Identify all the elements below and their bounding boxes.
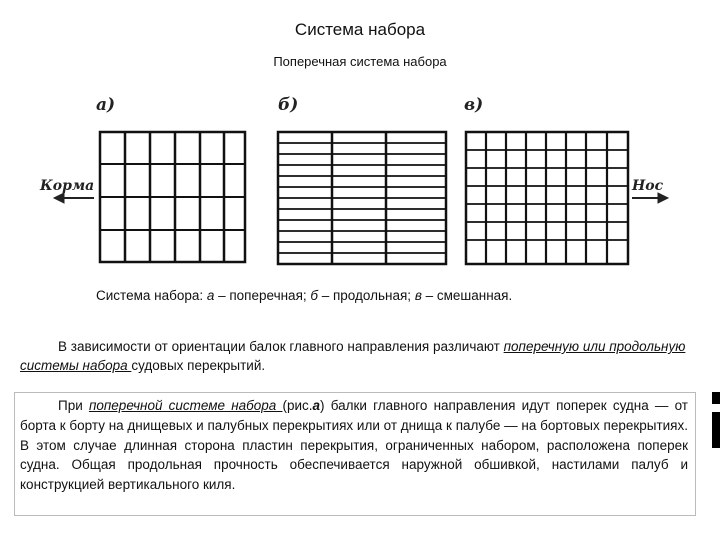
para2-paren-open: (рис.	[282, 398, 313, 413]
para2-text: балки главного направления идут поперек судна — от борта к борту на днищевых и палубных перекрытиях или от днища к палубе — на бортовых перекрытиях. В этом случае длинная сторона пластин перекрытия, ограниченных набором, расположена поперек судна. Общая продольная прочность обеспечивается наружной обшивкой, настилами палуб и конструкцией вертикального киля.	[20, 398, 688, 493]
label-b: б)	[278, 95, 299, 115]
right-arrow-icon	[632, 193, 668, 203]
page-subtitle: Поперечная система набора	[273, 54, 447, 69]
caption-v: в	[414, 288, 422, 303]
right-arrow-label: Нос	[632, 178, 664, 194]
caption-b-text: – продольная;	[317, 288, 415, 303]
para2-paren-close: )	[320, 398, 325, 413]
label-a: а)	[96, 95, 116, 115]
side-bar-top	[712, 392, 720, 404]
para2-fig-ref: а	[312, 398, 321, 413]
label-v: в)	[464, 95, 484, 115]
paragraph-transverse	[20, 396, 688, 495]
page-title: Система набора	[294, 20, 426, 39]
para1-before: В зависимости от ориентации балок главного направления различают	[58, 339, 504, 354]
caption-prefix: Система набора:	[96, 288, 207, 303]
left-arrow-icon	[54, 193, 94, 203]
caption-a: а	[206, 288, 215, 303]
para1-after: судовых перекрытий.	[131, 358, 266, 373]
caption-b: б	[310, 288, 318, 303]
paragraph-intro	[20, 337, 690, 375]
framing-systems-figure	[30, 80, 690, 280]
caption-v-text: – смешанная.	[421, 288, 513, 303]
framing-diagram	[30, 80, 690, 280]
left-arrow-label: Корма	[40, 178, 95, 194]
para2-emphasis: поперечной системе набора	[88, 398, 283, 413]
grid-v-mixed	[466, 132, 628, 264]
para1-emphasis: поперечную или продольную системы набора	[20, 339, 686, 373]
figure-caption	[96, 288, 696, 303]
grid-b-longitudinal	[278, 132, 446, 264]
para2-before: При	[58, 398, 89, 413]
caption-a-text: – поперечная;	[214, 288, 311, 303]
side-bar-bottom	[712, 412, 720, 448]
side-decoration	[708, 392, 720, 462]
grid-a-transverse	[100, 132, 245, 262]
